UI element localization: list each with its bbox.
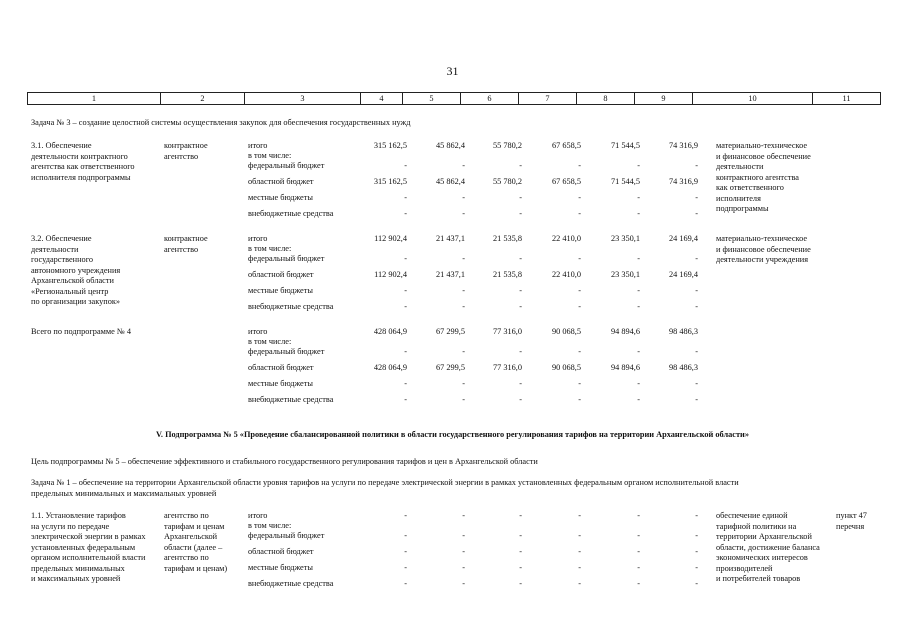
header-col-3: 3 — [245, 93, 361, 104]
item-3-1-value: 74 316,9 — [668, 177, 698, 186]
total-4-value: - — [578, 395, 581, 404]
item-1-1-value: - — [462, 547, 465, 556]
item-3-2-row-label: федеральный бюджет — [248, 254, 325, 263]
item-3-1-value: - — [462, 193, 465, 202]
item-3-2-value: - — [462, 286, 465, 295]
item-1-1-value: - — [519, 511, 522, 520]
total-4-value: 98 486,3 — [668, 327, 698, 336]
total-4-row-label: итого — [248, 327, 268, 336]
item-1-1-result: территории Архангельской — [716, 532, 812, 541]
item-3-2-value: - — [519, 302, 522, 311]
item-3-1-value: - — [462, 161, 465, 170]
item-1-1-value: - — [695, 511, 698, 520]
total-4-value: 428 064,9 — [373, 327, 407, 336]
item-1-1-value: - — [578, 563, 581, 572]
item-3-1-result: деятельности — [716, 162, 764, 171]
item-3-1-value: - — [578, 193, 581, 202]
item-1-1-name: органом исполнительной власти — [31, 553, 146, 562]
item-3-1-row-label: областной бюджет — [248, 177, 314, 186]
item-3-2-row-label: местные бюджеты — [248, 286, 313, 295]
item-3-1-value: - — [637, 193, 640, 202]
total-4-value: - — [462, 379, 465, 388]
item-3-2-value: - — [695, 302, 698, 311]
total-4-value: - — [637, 395, 640, 404]
item-3-1-value: 74 316,9 — [668, 141, 698, 150]
item-3-2-result: и финансовое обеспечение — [716, 244, 811, 254]
item-1-1-value: - — [404, 547, 407, 556]
item-1-1-value: - — [637, 531, 640, 540]
total-4-value: 67 299,5 — [435, 363, 465, 372]
item-3-2-value: - — [404, 254, 407, 263]
task-1-heading: предельных минимальных и максимальных уровней — [31, 488, 217, 498]
item-3-1-value: 71 544,5 — [610, 177, 640, 186]
item-3-2-row-label: областной бюджет — [248, 270, 314, 279]
item-1-1-executor: агентство по — [164, 553, 209, 562]
item-1-1-value: - — [695, 547, 698, 556]
item-3-1-value: 55 780,2 — [492, 177, 522, 186]
item-1-1-value: - — [695, 579, 698, 588]
item-1-1-value: - — [519, 579, 522, 588]
item-3-1-result: контрактного агентства — [716, 172, 799, 182]
item-3-2-executor: агентство — [164, 244, 199, 254]
item-3-2-value: - — [695, 286, 698, 295]
task-3-heading: Задача № 3 – создание целостной системы осуществления закупок для обеспечения государственных нужд — [31, 118, 411, 127]
item-3-2-value: - — [578, 254, 581, 263]
item-3-1-value: 315 162,5 — [373, 177, 407, 186]
item-3-2-result: деятельности учреждения — [716, 255, 809, 264]
item-3-2-value: 24 169,4 — [668, 270, 698, 279]
item-3-2-value: 112 902,4 — [374, 234, 407, 243]
total-4-value: - — [404, 379, 407, 388]
item-3-1-value: - — [519, 161, 522, 170]
item-1-1-executor: тарифам и ценам) — [164, 563, 228, 573]
item-1-1-value: - — [404, 531, 407, 540]
page-number: 31 — [446, 64, 459, 78]
item-3-2-name: по организации закупок» — [31, 297, 121, 306]
header-col-6: 6 — [461, 93, 519, 104]
total-4-value: 94 894,6 — [610, 327, 640, 336]
item-3-1-value: - — [695, 161, 698, 170]
item-1-1-result: экономических интересов — [716, 553, 808, 562]
item-3-1-name: агентства как ответственного — [31, 162, 135, 171]
item-3-1-value: - — [637, 161, 640, 170]
item-1-1-row-label: местные бюджеты — [248, 563, 313, 572]
total-4-row-label: внебюджетные средства — [248, 395, 334, 404]
total-subprogram-4-label: Всего по подпрограмме № 4 — [31, 327, 132, 336]
item-3-2-name: Архангельской области — [31, 276, 114, 285]
total-4-value: - — [578, 347, 581, 356]
item-1-1-value: - — [637, 511, 640, 520]
item-1-1-value: - — [404, 511, 407, 520]
item-1-1-value: - — [578, 547, 581, 556]
item-1-1-reference: перечня — [836, 521, 865, 531]
item-3-1-value: 67 658,5 — [551, 141, 581, 150]
item-1-1-result: и потребителей товаров — [716, 574, 801, 583]
item-3-2-value: - — [637, 254, 640, 263]
item-1-1-in-that-number: в том числе: — [248, 521, 292, 530]
header-col-2: 2 — [161, 93, 245, 104]
item-3-1-row-label: внебюджетные средства — [248, 209, 334, 218]
item-3-2-value: - — [519, 254, 522, 263]
item-1-1-result: обеспечение единой — [716, 511, 788, 520]
item-3-1-value: - — [519, 209, 522, 218]
item-1-1-reference: пункт 47 — [836, 511, 867, 520]
item-3-2-row-label: итого — [248, 234, 268, 243]
item-3-2-name: «Региональный центр — [31, 286, 109, 296]
item-1-1-row-label: областной бюджет — [248, 547, 314, 556]
header-col-11: 11 — [842, 94, 851, 103]
item-3-1-value: 71 544,5 — [610, 141, 640, 150]
total-4-value: - — [637, 347, 640, 356]
item-1-1-result: области, достижение баланса — [716, 542, 820, 552]
total-4-value: - — [404, 395, 407, 404]
item-1-1-name: 1.1. Установление тарифов — [31, 511, 126, 520]
item-3-1-value: - — [462, 209, 465, 218]
item-3-1-value: - — [578, 209, 581, 218]
item-3-1-row-label: местные бюджеты — [248, 193, 313, 202]
item-3-2-value: 112 902,4 — [374, 270, 407, 279]
item-3-2-value: 23 350,1 — [610, 234, 640, 243]
item-3-2-value: - — [637, 302, 640, 311]
total-4-row-label: федеральный бюджет — [248, 347, 325, 356]
task-1-heading: Задача № 1 – обеспечение на территории Архангельской области уровня тарифов на услуги по передаче электрической энергии в рамках установленных федеральным органом исполнительной власти — [31, 478, 739, 487]
section-5-title: V. Подпрограмма № 5 «Проведение сбалансированной политики в области государственного регулирования тарифов на территории Архангельской области» — [156, 430, 749, 439]
item-1-1-value: - — [462, 531, 465, 540]
item-1-1-name: предельных минимальных — [31, 563, 125, 573]
item-3-1-result: как ответственного — [716, 183, 784, 192]
item-3-1-in-that-number: в том числе: — [248, 151, 292, 160]
item-3-1-name: исполнителя подпрограммы — [31, 172, 131, 182]
item-1-1-result: производителей — [716, 563, 773, 573]
total-4-value: - — [519, 347, 522, 356]
item-3-1-result: материально-техническое — [716, 141, 808, 150]
header-col-5: 5 — [403, 93, 461, 104]
header-col-8: 8 — [577, 93, 635, 104]
item-3-2-name: автономного учреждения — [31, 265, 121, 275]
item-3-1-value: - — [695, 209, 698, 218]
item-1-1-executor: агентство по — [164, 511, 209, 520]
item-1-1-value: - — [519, 531, 522, 540]
item-3-2-value: 22 410,0 — [551, 270, 581, 279]
total-4-value: 94 894,6 — [610, 363, 640, 372]
item-3-2-value: - — [462, 254, 465, 263]
header-col-7: 7 — [519, 93, 577, 104]
item-3-2-name: деятельности — [31, 244, 79, 254]
item-1-1-value: - — [637, 579, 640, 588]
item-3-2-value: - — [578, 286, 581, 295]
item-1-1-value: - — [462, 511, 465, 520]
total-4-value: - — [695, 379, 698, 388]
total-4-value: 428 064,9 — [373, 363, 407, 372]
item-3-1-result: подпрограммы — [716, 204, 769, 213]
item-3-1-value: - — [695, 193, 698, 202]
total-4-value: 77 316,0 — [492, 363, 522, 372]
item-3-1-result: и финансовое обеспечение — [716, 151, 811, 161]
item-1-1-value: - — [578, 511, 581, 520]
item-1-1-value: - — [695, 563, 698, 572]
item-3-1-value: - — [404, 209, 407, 218]
item-3-1-name: деятельности контрактного — [31, 151, 128, 161]
item-1-1-value: - — [462, 579, 465, 588]
item-3-1-value: 45 862,4 — [435, 141, 465, 150]
item-3-1-value: - — [404, 193, 407, 202]
item-1-1-value: - — [519, 563, 522, 572]
item-1-1-value: - — [695, 531, 698, 540]
total-4-value: - — [462, 395, 465, 404]
total-4-value: - — [578, 379, 581, 388]
item-3-2-value: - — [462, 302, 465, 311]
item-3-1-name: 3.1. Обеспечение — [31, 141, 92, 150]
item-3-1-value: 55 780,2 — [492, 141, 522, 150]
item-3-2-value: - — [519, 286, 522, 295]
item-3-1-result: исполнителя — [716, 193, 761, 203]
item-1-1-value: - — [404, 563, 407, 572]
item-3-2-value: 21 437,1 — [435, 270, 465, 279]
item-1-1-result: тарифной политики на — [716, 521, 797, 531]
item-3-1-row-label: федеральный бюджет — [248, 161, 325, 170]
total-4-row-label: областной бюджет — [248, 363, 314, 372]
item-1-1-name: на услуги по передаче — [31, 521, 110, 531]
total-4-value: - — [695, 347, 698, 356]
item-1-1-value: - — [637, 547, 640, 556]
item-3-1-value: - — [637, 209, 640, 218]
item-3-2-value: - — [637, 286, 640, 295]
item-3-2-value: - — [695, 254, 698, 263]
total-4-value: - — [462, 347, 465, 356]
item-3-2-value: 21 535,8 — [492, 270, 522, 279]
item-1-1-value: - — [462, 563, 465, 572]
header-col-1: 1 — [28, 93, 161, 104]
item-1-1-row-label: федеральный бюджет — [248, 531, 325, 540]
item-1-1-value: - — [578, 531, 581, 540]
item-1-1-value: - — [404, 579, 407, 588]
item-3-1-value: - — [578, 161, 581, 170]
total-4-value: - — [519, 395, 522, 404]
item-1-1-value: - — [519, 547, 522, 556]
total-4-in-that-number: в том числе: — [248, 337, 292, 346]
total-4-value: - — [695, 395, 698, 404]
item-1-1-row-label: итого — [248, 511, 268, 520]
total-4-value: 98 486,3 — [668, 363, 698, 372]
item-3-1-value: - — [519, 193, 522, 202]
item-3-1-value: - — [404, 161, 407, 170]
item-3-2-value: - — [404, 302, 407, 311]
goal-5: Цель подпрограммы № 5 – обеспечение эффективного и стабильного государственного регулирования тарифов и цен в Архангельской области — [31, 457, 538, 466]
item-3-2-value: - — [404, 286, 407, 295]
item-1-1-name: установленных федеральным — [31, 542, 136, 552]
item-1-1-executor: области (далее – — [164, 542, 223, 552]
item-3-2-result: материально-техническое — [716, 234, 808, 243]
total-4-value: - — [519, 379, 522, 388]
item-3-2-value: 22 410,0 — [551, 234, 581, 243]
item-3-2-value: 24 169,4 — [668, 234, 698, 243]
item-1-1-value: - — [578, 579, 581, 588]
total-4-row-label: местные бюджеты — [248, 379, 313, 388]
item-3-2-row-label: внебюджетные средства — [248, 302, 334, 311]
total-4-value: - — [404, 347, 407, 356]
total-4-value: 90 068,5 — [551, 363, 581, 372]
total-4-value: 77 316,0 — [492, 327, 522, 336]
item-3-2-name: государственного — [31, 255, 94, 264]
item-3-1-row-label: итого — [248, 141, 268, 150]
header-col-4: 4 — [361, 93, 403, 104]
item-3-1-executor: агентство — [164, 151, 199, 161]
item-1-1-value: - — [637, 563, 640, 572]
table-header-row — [27, 92, 881, 105]
item-3-2-value: 21 535,8 — [492, 234, 522, 243]
header-col-10: 10 — [693, 93, 813, 104]
item-3-1-value: 315 162,5 — [373, 141, 407, 150]
item-1-1-name: и максимальных уровней — [31, 574, 121, 583]
item-1-1-name: электрической энергии в рамках — [31, 532, 146, 541]
item-3-2-name: 3.2. Обеспечение — [31, 234, 92, 243]
item-1-1-row-label: внебюджетные средства — [248, 579, 334, 588]
item-1-1-executor: Архангельской — [164, 532, 218, 541]
total-4-value: - — [637, 379, 640, 388]
total-4-value: 67 299,5 — [435, 327, 465, 336]
item-3-1-value: 45 862,4 — [435, 177, 465, 186]
header-col-9: 9 — [635, 93, 693, 104]
item-3-1-executor: контрактное — [164, 141, 208, 150]
item-3-1-value: 67 658,5 — [551, 177, 581, 186]
total-4-value: 90 068,5 — [551, 327, 581, 336]
item-3-2-value: 23 350,1 — [610, 270, 640, 279]
item-3-2-executor: контрактное — [164, 234, 208, 243]
item-1-1-executor: тарифам и ценам — [164, 521, 225, 531]
item-3-2-value: - — [578, 302, 581, 311]
item-3-2-value: 21 437,1 — [435, 234, 465, 243]
item-3-2-in-that-number: в том числе: — [248, 244, 292, 253]
